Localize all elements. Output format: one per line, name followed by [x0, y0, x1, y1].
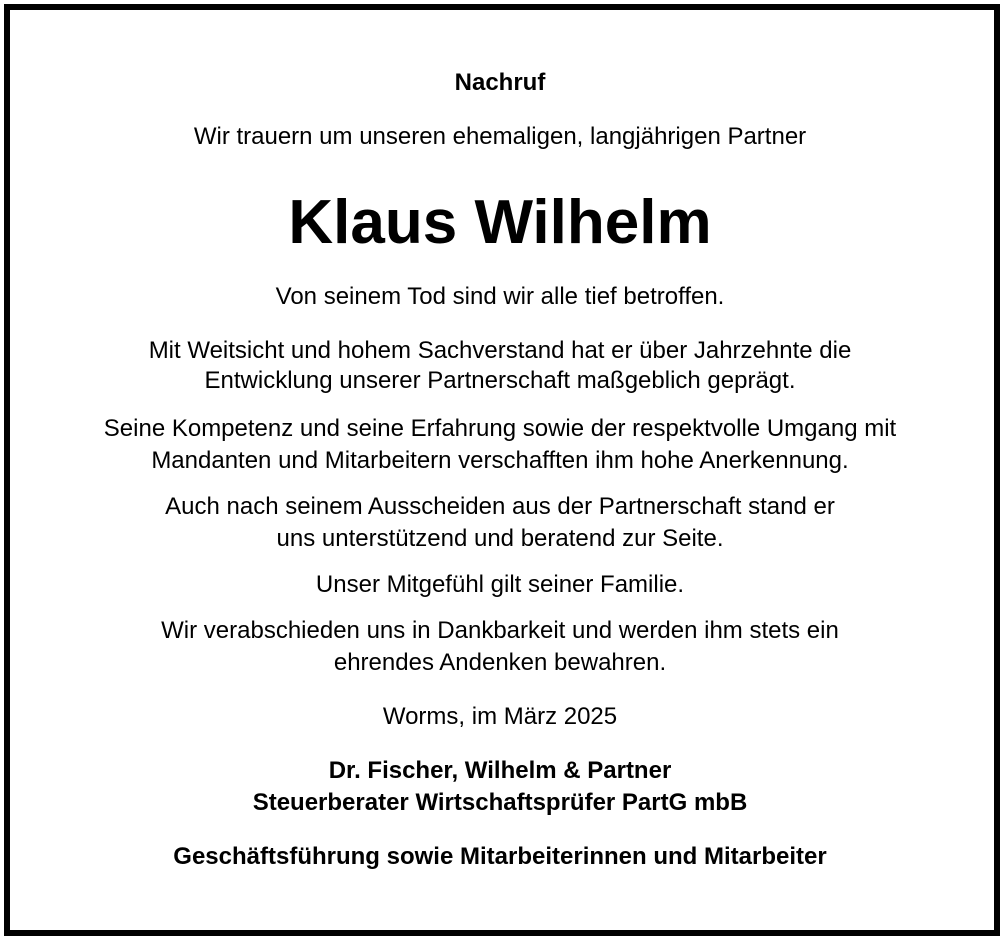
paragraph-6-line-1: Wir verabschieden uns in Dankbarkeit und werden ihm stets ein: [161, 617, 839, 644]
paragraph-4-line-2: uns unterstützend und beratend zur Seite.: [276, 525, 724, 552]
signature-line: Geschäftsführung sowie Mitarbeiterinnen und Mitarbeiter: [173, 843, 827, 870]
firm-designation: Steuerberater Wirtschaftsprüfer PartG mbB: [252, 789, 748, 816]
place-date: Worms, im März 2025: [382, 703, 618, 730]
firm-name: Dr. Fischer, Wilhelm & Partner: [328, 757, 672, 784]
paragraph-1-line-1: Von seinem Tod sind wir alle tief betroffen.: [275, 283, 725, 310]
intro-line: Wir trauern um unseren ehemaligen, langjährigen Partner: [193, 123, 807, 150]
deceased-name: Klaus Wilhelm: [288, 188, 712, 257]
paragraph-5-line-1: Unser Mitgefühl gilt seiner Familie.: [315, 571, 685, 598]
paragraph-3-line-1: Seine Kompetenz und seine Erfahrung sowie der respektvolle Umgang mit: [103, 415, 897, 442]
paragraph-6-line-2: ehrendes Andenken bewahren.: [333, 649, 667, 676]
paragraph-2-line-1: Mit Weitsicht und hohem Sachverstand hat er über Jahrzehnte die: [148, 337, 852, 364]
notice-title: Nachruf: [454, 69, 546, 96]
paragraph-3-line-2: Mandanten und Mitarbeitern verschafften ihm hohe Anerkennung.: [151, 447, 849, 474]
paragraph-2-line-2: Entwicklung unserer Partnerschaft maßgeblich geprägt.: [204, 367, 796, 394]
paragraph-4-line-1: Auch nach seinem Ausscheiden aus der Partnerschaft stand er: [165, 493, 835, 520]
